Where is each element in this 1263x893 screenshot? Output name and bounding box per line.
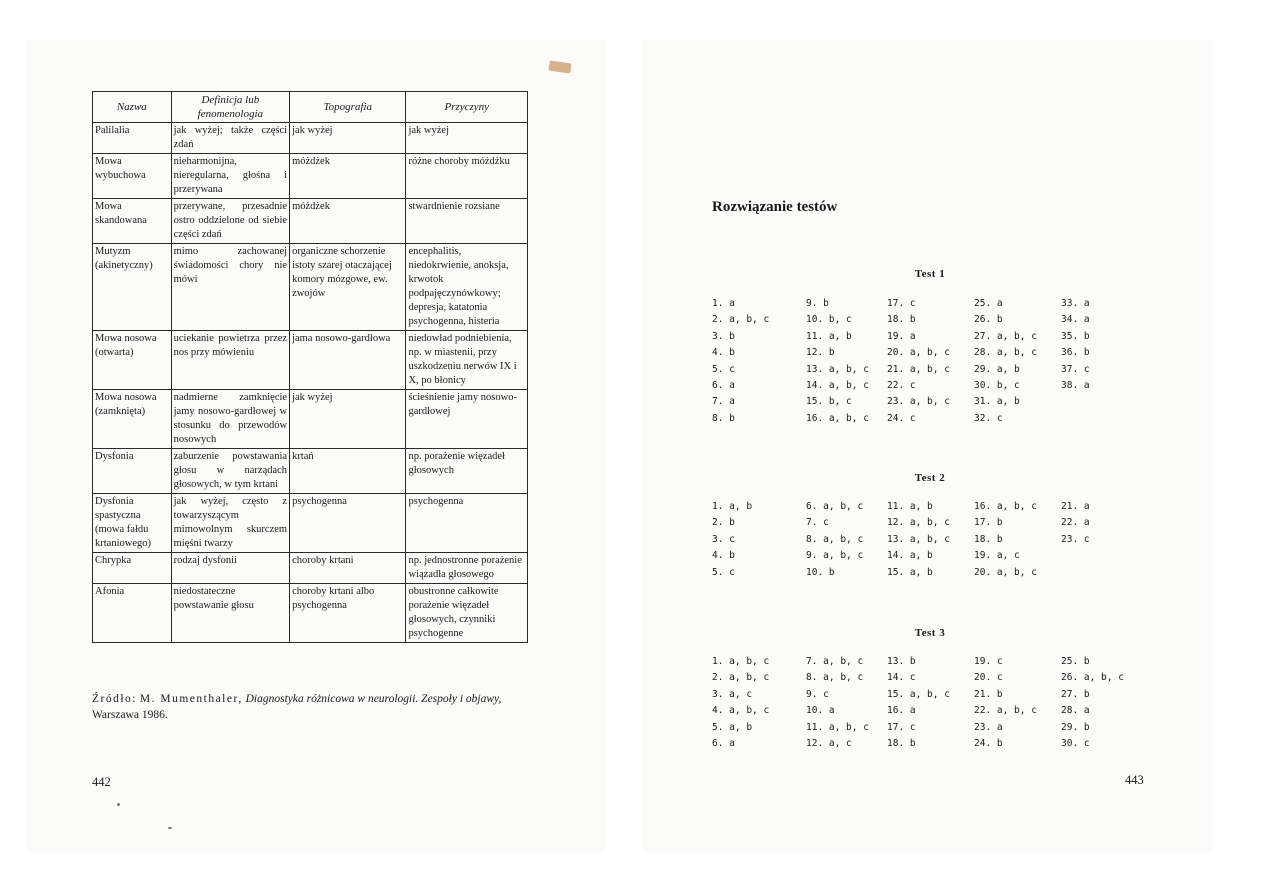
table-row xyxy=(93,584,528,643)
answer-item: 14. c xyxy=(887,672,916,684)
answer-column xyxy=(806,499,863,581)
answer-item: 7. a xyxy=(712,396,735,408)
answer-item: 34. a xyxy=(1061,314,1090,326)
test-3-title: Test 3 xyxy=(914,627,946,639)
table-cell: Palilalia xyxy=(93,123,172,154)
answer-item: 24. c xyxy=(887,412,916,424)
table-cell: jama nosowo-gardłowa xyxy=(290,331,406,390)
table-row xyxy=(93,390,528,449)
table-row xyxy=(93,244,528,331)
answer-item: 13. a, b, c xyxy=(806,363,869,375)
answer-item: 6. a, b, c xyxy=(806,501,864,512)
table-cell: uciekanie powietrza przez nos przy mówieniu xyxy=(171,331,289,390)
header-definicja: Definicja lub fenomenologia xyxy=(171,92,289,123)
header-nazwa: Nazwa xyxy=(93,92,172,123)
table-cell: organiczne schorzenie istoty szarej otaczającej komory mózgowe, ew. zwojów xyxy=(290,244,406,331)
table-cell: choroby krtani albo psychogenna xyxy=(290,584,406,643)
answer-item: 29. b xyxy=(1061,721,1090,733)
answer-item: 1. a, b xyxy=(712,501,753,512)
table-cell: jak wyżej; także części zdań xyxy=(171,123,289,154)
table-row xyxy=(93,154,528,199)
table-cell: nadmierne zamknięcie jamy nosowo-gardłowej w stosunku do przewodów nosowych xyxy=(171,390,289,449)
table-cell: jak wyżej xyxy=(406,123,528,154)
answer-item: 20. c xyxy=(974,672,1003,684)
source-author: M. Mumenthaler, xyxy=(139,693,243,705)
answer-column xyxy=(1061,654,1124,752)
table-cell: Mutyzm (akinetyczny) xyxy=(93,244,172,331)
answer-item: 15. a, b xyxy=(887,566,933,578)
test-1-title: Test 1 xyxy=(914,268,946,280)
answer-item: 16. a, b, c xyxy=(806,412,869,424)
answer-item: 12. a, b, c xyxy=(887,517,950,529)
answer-item: 5. a, b xyxy=(712,721,753,733)
answer-item: 17. b xyxy=(974,517,1003,529)
table-cell: ścieśnienie jamy nosowo-gardłowej xyxy=(406,390,528,449)
table-row xyxy=(93,449,528,494)
table-cell: nieharmonijna, nieregularna, głośna i przerywana xyxy=(171,154,289,199)
answer-item: 25. a xyxy=(974,298,1003,309)
source-label: Źródło: xyxy=(92,693,137,705)
answer-item: 13. a, b, c xyxy=(887,533,950,545)
answer-item: 37. c xyxy=(1061,363,1090,375)
answer-item: 22. a xyxy=(1061,517,1090,529)
answer-item: 4. b xyxy=(712,550,735,562)
answer-item: 15. b, c xyxy=(806,396,852,408)
answer-item: 7. c xyxy=(806,517,829,529)
answer-item: 3. c xyxy=(712,533,735,545)
table-cell: rodzaj dysfonii xyxy=(171,553,289,584)
answer-item: 33. a xyxy=(1061,298,1090,309)
source-rest: Warszawa 1986. xyxy=(92,709,168,721)
answer-item: 28. a, b, c xyxy=(974,347,1037,359)
table-cell: móżdżek xyxy=(290,154,406,199)
table-cell: Afonia xyxy=(93,584,172,643)
answer-item: 12. a, c xyxy=(806,738,852,750)
answer-item: 32. c xyxy=(974,412,1003,424)
answer-item: 23. c xyxy=(1061,533,1090,545)
table-cell: niedostateczne powstawanie głosu xyxy=(171,584,289,643)
table-cell: przerywane, przesadnie ostro oddzielone od siebie części zdań xyxy=(171,199,289,244)
answer-item: 14. a, b xyxy=(887,550,933,562)
answer-column xyxy=(974,499,1037,581)
table-cell: móżdżek xyxy=(290,199,406,244)
table-cell: choroby krtani xyxy=(290,553,406,584)
table-row xyxy=(93,199,528,244)
table-cell: psychogenna xyxy=(290,494,406,553)
answer-item: 23. a xyxy=(974,721,1003,733)
answer-column xyxy=(974,296,1037,427)
answer-item: 10. a xyxy=(806,705,835,717)
table-cell: Dysfonia xyxy=(93,449,172,494)
answer-item: 9. a, b, c xyxy=(806,550,864,562)
answer-item: 10. b xyxy=(806,566,835,578)
answer-item: 3. a, c xyxy=(712,688,753,700)
table-header-row xyxy=(93,92,528,123)
table-cell: encephalitis, niedokrwienie, anoksja, krwotok podpajęczynówkowy; depresja, katatonia psychogenna, histeria xyxy=(406,244,528,331)
answer-item: 30. b, c xyxy=(974,380,1020,392)
answer-item: 29. a, b xyxy=(974,363,1020,375)
answers-title: Rozwiązanie testów xyxy=(712,199,838,215)
table-row xyxy=(93,494,528,553)
answer-item: 11. a, b xyxy=(806,330,852,342)
answer-item: 30. c xyxy=(1061,738,1090,750)
answer-item: 18. b xyxy=(974,533,1003,545)
answer-item: 38. a xyxy=(1061,380,1090,392)
answer-item: 28. a xyxy=(1061,705,1090,717)
speech-disorders-table xyxy=(92,91,528,643)
answer-item: 13. b xyxy=(887,656,916,667)
table-cell: jak wyżej, często z towarzyszącym mimowolnym skurczem mięśni twarzy xyxy=(171,494,289,553)
table-cell: np. porażenie więzadeł głosowych xyxy=(406,449,528,494)
header-topografia: Topografia xyxy=(290,92,406,123)
answer-item: 5. c xyxy=(712,363,735,375)
answer-item: 12. b xyxy=(806,347,835,359)
answer-column xyxy=(1061,499,1090,548)
answer-item: 17. c xyxy=(887,721,916,733)
answer-item: 9. b xyxy=(806,298,829,309)
answer-item: 14. a, b, c xyxy=(806,380,869,392)
answer-item: 21. a xyxy=(1061,501,1090,512)
answer-column xyxy=(806,654,869,752)
answer-item: 7. a, b, c xyxy=(806,656,864,667)
test-2-title: Test 2 xyxy=(914,472,946,484)
table-row xyxy=(93,553,528,584)
answer-item: 21. b xyxy=(974,688,1003,700)
answer-item: 8. a, b, c xyxy=(806,533,864,545)
table-cell: Mowa wybuchowa xyxy=(93,154,172,199)
source-citation xyxy=(92,691,532,723)
answer-item: 10. b, c xyxy=(806,314,852,326)
header-przyczyny: Przyczyny xyxy=(406,92,528,123)
table-cell: różne choroby móżdżku xyxy=(406,154,528,199)
answer-item: 2. b xyxy=(712,517,735,529)
answer-item: 22. a, b, c xyxy=(974,705,1037,717)
table-cell: Dysfonia spastyczna (mowa fałdu krtaniowego) xyxy=(93,494,172,553)
table-cell: niedowład podniebienia, np. w miastenii, przy uszkodzeniu nerwów IX i X, po błonicy xyxy=(406,331,528,390)
answer-item: 19. a xyxy=(887,330,916,342)
answer-item: 6. a xyxy=(712,380,735,392)
answer-column xyxy=(806,296,869,427)
answer-item: 5. c xyxy=(712,566,735,578)
answer-column xyxy=(1061,296,1090,394)
answer-item: 8. a, b, c xyxy=(806,672,864,684)
answer-item: 20. a, b, c xyxy=(974,566,1037,578)
answer-column xyxy=(887,296,950,427)
answer-item: 1. a xyxy=(712,298,735,309)
answer-item: 11. a, b xyxy=(887,501,933,512)
answer-item: 24. b xyxy=(974,738,1003,750)
answer-item: 22. c xyxy=(887,380,916,392)
answer-item: 26. b xyxy=(974,314,1003,326)
table-row xyxy=(93,123,528,154)
table-cell: jak wyżej xyxy=(290,390,406,449)
page-number-right: 443 xyxy=(1125,773,1144,787)
answer-item: 31. a, b xyxy=(974,396,1020,408)
table-cell: zaburzenie powstawania głosu w narządach głosowych, w tym krtani xyxy=(171,449,289,494)
answer-item: 15. a, b, c xyxy=(887,688,950,700)
answer-column xyxy=(712,654,769,752)
answer-item: 18. b xyxy=(887,738,916,750)
table-cell: jak wyżej xyxy=(290,123,406,154)
answer-item: 19. c xyxy=(974,656,1003,667)
table-cell: np. jednostronne porażenie wiązadła głosowego xyxy=(406,553,528,584)
answer-column xyxy=(712,296,769,427)
answer-item: 8. b xyxy=(712,412,735,424)
table-cell: Mowa nosowa (otwarta) xyxy=(93,331,172,390)
answer-item: 27. a, b, c xyxy=(974,330,1037,342)
page-number-left: 442 xyxy=(92,775,111,789)
answer-column xyxy=(887,499,950,581)
answer-item: 6. a xyxy=(712,738,735,750)
answer-item: 2. a, b, c xyxy=(712,672,770,684)
table-body xyxy=(93,123,528,643)
table-cell: Mowa nosowa (zamknięta) xyxy=(93,390,172,449)
answer-item: 27. b xyxy=(1061,688,1090,700)
table-row xyxy=(93,331,528,390)
table-cell: Chrypka xyxy=(93,553,172,584)
table-cell: stwardnienie rozsiane xyxy=(406,199,528,244)
answer-item: 20. a, b, c xyxy=(887,347,950,359)
table-cell: psychogenna xyxy=(406,494,528,553)
answer-item: 25. b xyxy=(1061,656,1090,667)
answer-item: 18. b xyxy=(887,314,916,326)
answer-item: 21. a, b, c xyxy=(887,363,950,375)
table-cell: krtań xyxy=(290,449,406,494)
answer-item: 26. a, b, c xyxy=(1061,672,1124,684)
answer-item: 4. a, b, c xyxy=(712,705,770,717)
answer-item: 17. c xyxy=(887,298,916,309)
table-cell: mimo zachowanej świadomości chory nie mówi xyxy=(171,244,289,331)
answer-item: 1. a, b, c xyxy=(712,656,770,667)
answer-item: 16. a, b, c xyxy=(974,501,1037,512)
answer-item: 4. b xyxy=(712,347,735,359)
answer-column xyxy=(974,654,1037,752)
answer-item: 19. a, c xyxy=(974,550,1020,562)
answer-item: 3. b xyxy=(712,330,735,342)
answer-item: 2. a, b, c xyxy=(712,314,770,326)
answer-column xyxy=(712,499,752,581)
source-title: Diagnostyka różnicowa w neurologii. Zespoły i objawy, xyxy=(245,693,502,705)
answer-item: 9. c xyxy=(806,688,829,700)
table-cell: obustronne całkowite porażenie więzadeł głosowych, czynniki psychogenne xyxy=(406,584,528,643)
ink-speck xyxy=(168,827,172,829)
table-cell: Mowa skandowana xyxy=(93,199,172,244)
ink-speck xyxy=(117,803,120,806)
answer-item: 16. a xyxy=(887,705,916,717)
answer-column xyxy=(887,654,950,752)
answer-item: 11. a, b, c xyxy=(806,721,869,733)
answer-item: 36. b xyxy=(1061,347,1090,359)
answer-item: 23. a, b, c xyxy=(887,396,950,408)
answer-item: 35. b xyxy=(1061,330,1090,342)
